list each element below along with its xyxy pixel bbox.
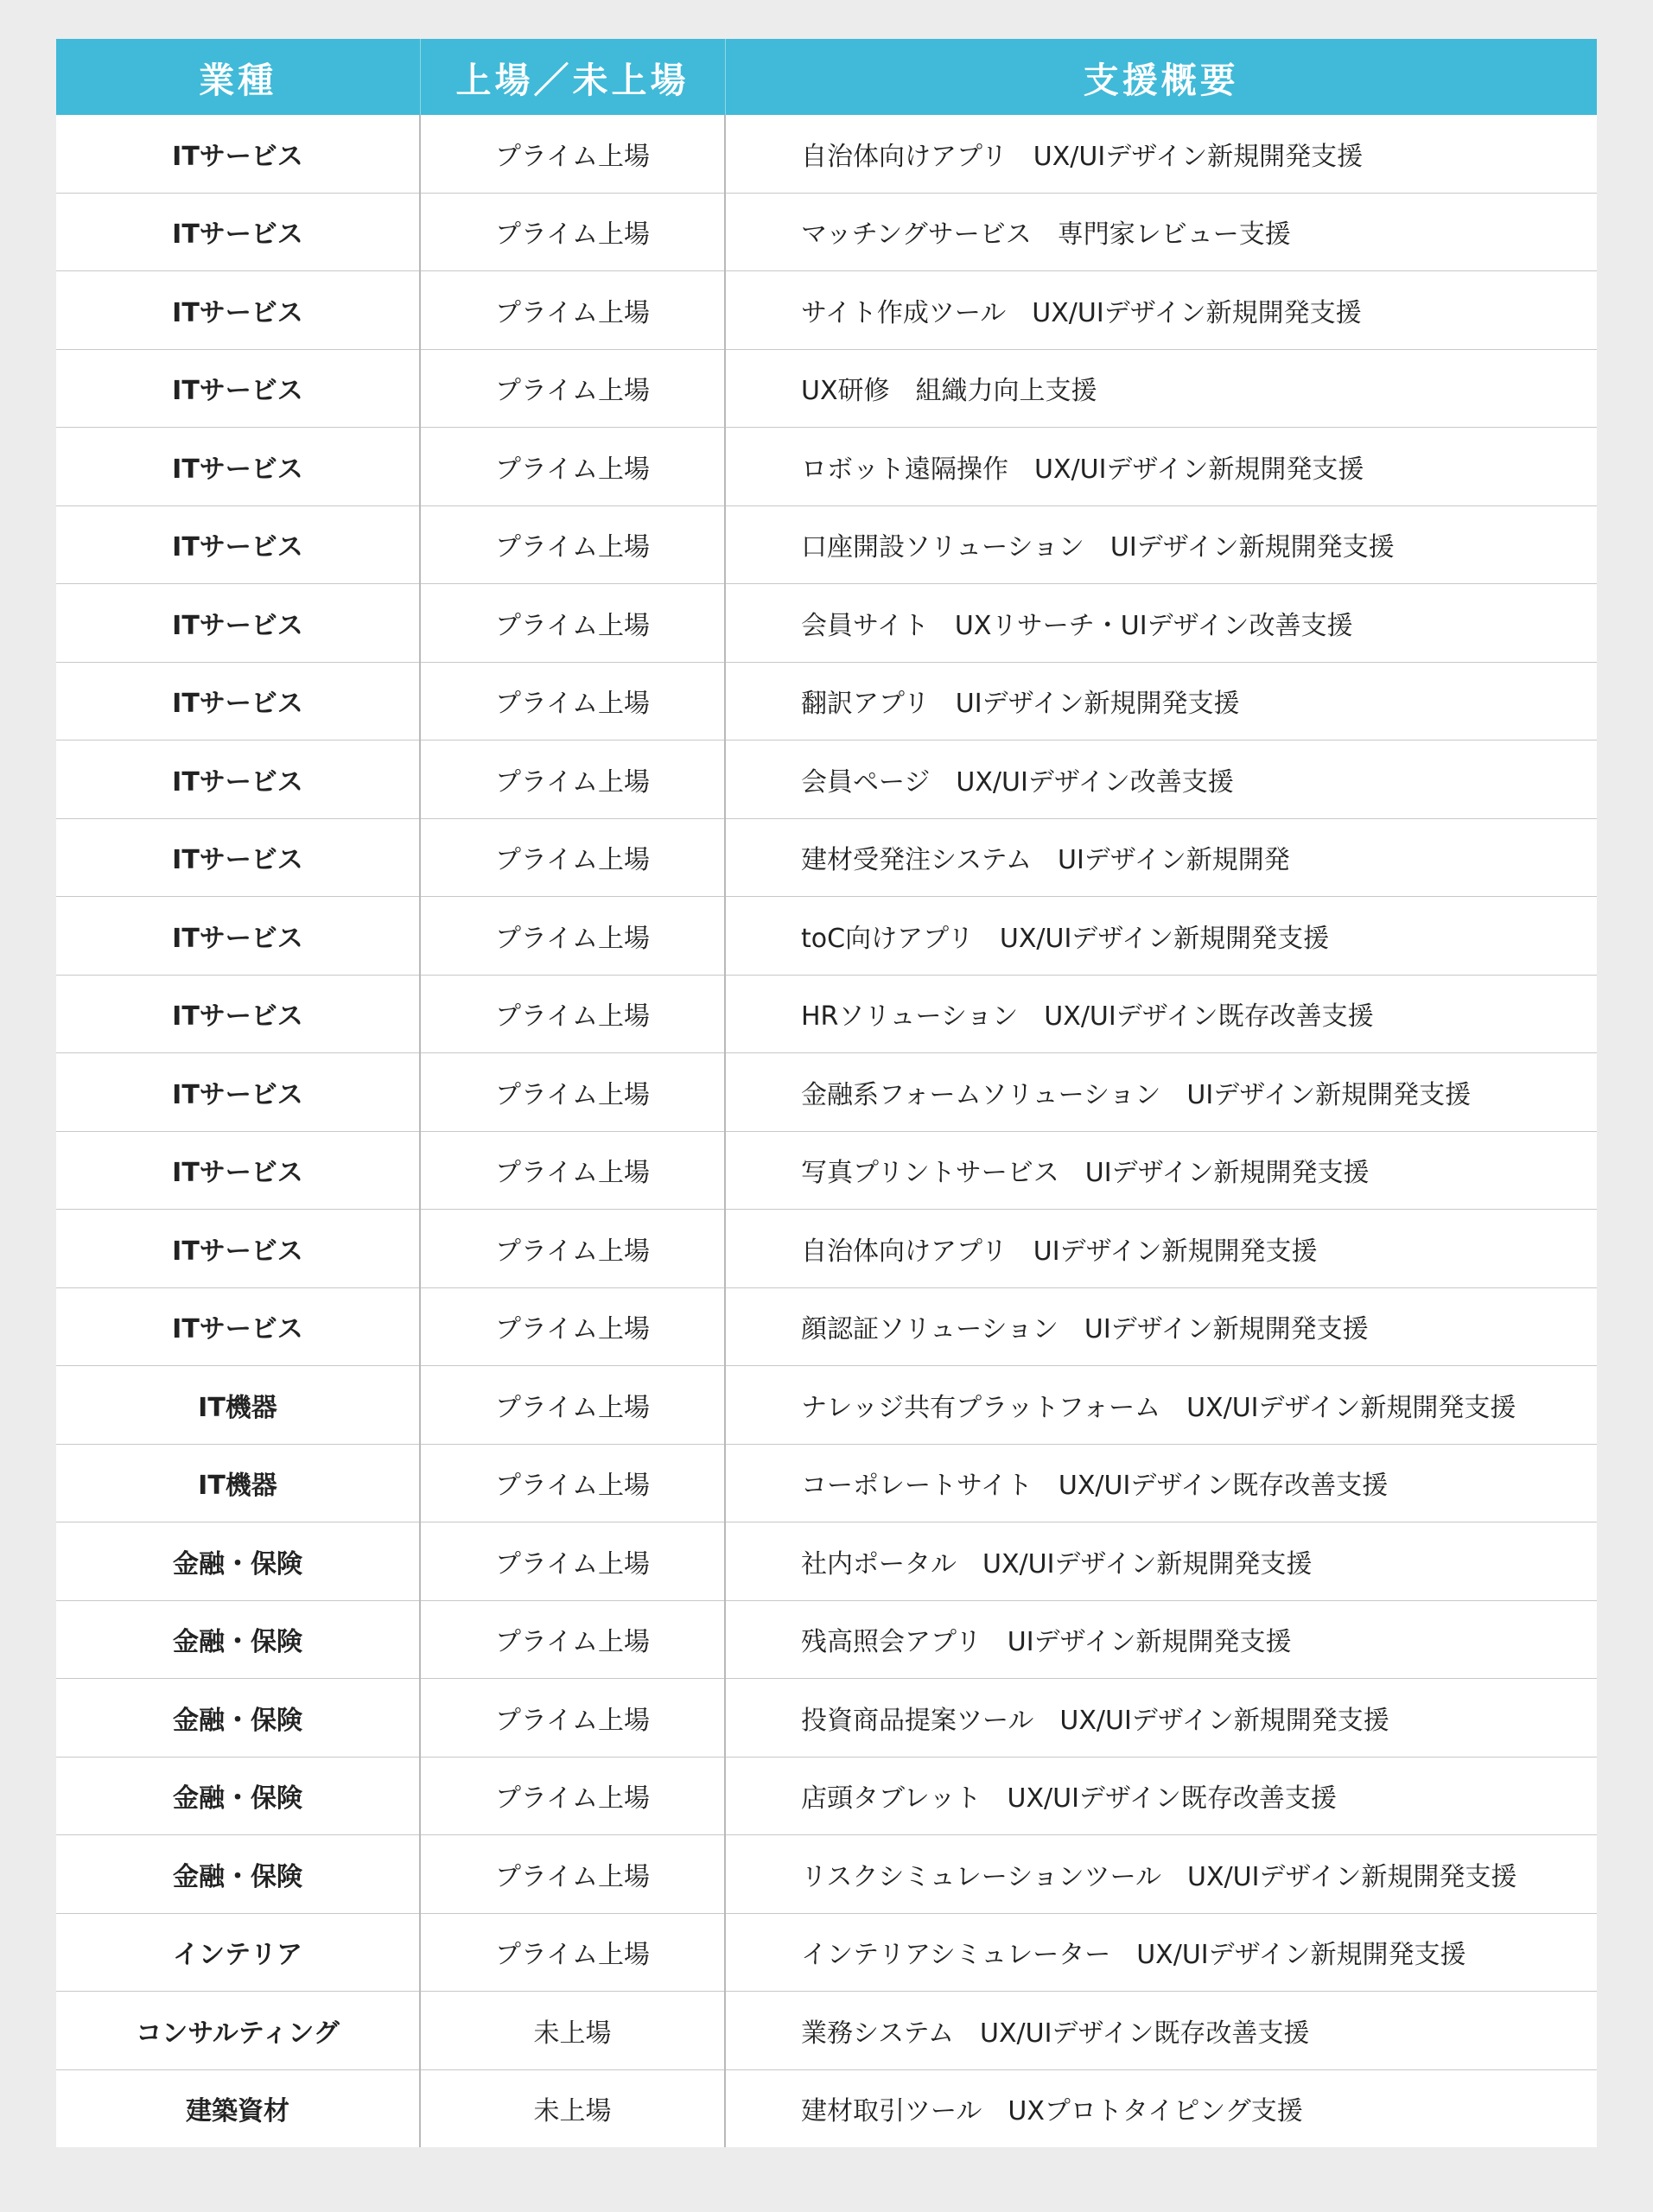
table-row: [56, 1679, 1597, 1758]
listing-status-cell: プライム上場: [420, 1757, 725, 1835]
industry-cell: ITサービス: [56, 1287, 420, 1366]
industry-cell: 金融・保険: [56, 1835, 420, 1914]
listing-status-cell: プライム上場: [420, 428, 725, 506]
support-summary-cell: 投資商品提案ツール UX/UIデザイン新規開発支援: [725, 1679, 1597, 1758]
listing-status-cell: プライム上場: [420, 271, 725, 350]
table-row: [56, 2069, 1597, 2147]
support-summary-cell: 自治体向けアプリ UIデザイン新規開発支援: [725, 1210, 1597, 1288]
table-row: [56, 662, 1597, 741]
support-summary-cell: 翻訳アプリ UIデザイン新規開発支援: [725, 662, 1597, 741]
table-row: [56, 1992, 1597, 2070]
listing-status-cell: プライム上場: [420, 1522, 725, 1601]
table-row: [56, 1835, 1597, 1914]
industry-cell: ITサービス: [56, 1131, 420, 1210]
support-summary-cell: 建材取引ツール UXプロトタイピング支援: [725, 2069, 1597, 2147]
support-summary-cell: 業務システム UX/UIデザイン既存改善支援: [725, 1992, 1597, 2070]
table-row: [56, 1913, 1597, 1992]
support-summary-cell: 金融系フォームソリューション UIデザイン新規開発支援: [725, 1053, 1597, 1132]
support-summary-cell: コーポレートサイト UX/UIデザイン既存改善支援: [725, 1444, 1597, 1522]
listing-status-cell: プライム上場: [420, 1835, 725, 1914]
support-summary-cell: インテリアシミュレーター UX/UIデザイン新規開発支援: [725, 1913, 1597, 1992]
listing-status-cell: プライム上場: [420, 897, 725, 976]
listing-status-cell: プライム上場: [420, 818, 725, 897]
industry-cell: 建築資材: [186, 2096, 289, 2127]
industry-cell: ITサービス: [56, 505, 420, 584]
listing-status-cell: プライム上場: [420, 1913, 725, 1992]
table-row: [56, 741, 1597, 819]
table-row: [56, 1444, 1597, 1522]
table-row: [56, 1522, 1597, 1601]
listing-status-cell: プライム上場: [420, 662, 725, 741]
listing-status-cell: 未上場: [420, 2069, 725, 2147]
table-row: [56, 271, 1597, 350]
listing-status-cell: 未上場: [420, 1992, 725, 2070]
industry-cell: 金融・保険: [56, 1522, 420, 1601]
header-support-summary: 支援概要: [725, 39, 1597, 115]
industry-cell: ITサービス: [56, 584, 420, 663]
listing-status-cell: プライム上場: [420, 1679, 725, 1758]
support-summary-cell: ナレッジ共有プラットフォーム UX/UIデザイン新規開発支援: [725, 1366, 1597, 1445]
support-summary-cell: リスクシミュレーションツール UX/UIデザイン新規開発支援: [725, 1835, 1597, 1914]
industry-cell: ITサービス: [56, 818, 420, 897]
industry-cell: ITサービス: [56, 1053, 420, 1132]
table-row: [56, 193, 1597, 271]
industry-cell: 金融・保険: [56, 1600, 420, 1679]
industry-cell: 金融・保険: [56, 1757, 420, 1835]
listing-status-cell: プライム上場: [420, 741, 725, 819]
support-summary-cell: サイト作成ツール UX/UIデザイン新規開発支援: [725, 271, 1597, 350]
table-row: [56, 1053, 1597, 1132]
table-row: [56, 428, 1597, 506]
support-summary-cell: 残高照会アプリ UIデザイン新規開発支援: [725, 1600, 1597, 1679]
table-row: [56, 1366, 1597, 1445]
industry-cell: ITサービス: [56, 897, 420, 976]
support-summary-cell: 会員サイト UXリサーチ・UIデザイン改善支援: [725, 584, 1597, 663]
listing-status-cell: プライム上場: [420, 1366, 725, 1445]
table-row: [56, 349, 1597, 428]
industry-cell: IT機器: [56, 1366, 420, 1445]
table-row: [56, 818, 1597, 897]
support-summary-cell: 店頭タブレット UX/UIデザイン既存改善支援: [725, 1757, 1597, 1835]
listing-status-cell: プライム上場: [420, 584, 725, 663]
industry-cell: コンサルティング: [56, 1992, 420, 2070]
industry-cell: ITサービス: [56, 349, 420, 428]
listing-status-cell: プライム上場: [420, 1600, 725, 1679]
table-row: [56, 897, 1597, 976]
table-row: [56, 1600, 1597, 1679]
support-summary-cell: 口座開設ソリューション UIデザイン新規開発支援: [725, 505, 1597, 584]
industry-cell: ITサービス: [56, 1210, 420, 1288]
support-summary-cell: 写真プリントサービス UIデザイン新規開発支援: [725, 1131, 1597, 1210]
table-row: [56, 1210, 1597, 1288]
listing-status-cell: プライム上場: [420, 1287, 725, 1366]
case-table: [56, 39, 1597, 2147]
listing-status-cell: プライム上場: [420, 1131, 725, 1210]
table-header: [56, 39, 1597, 115]
header-row: [56, 39, 1597, 115]
industry-cell: ITサービス: [56, 271, 420, 350]
listing-status-cell: プライム上場: [420, 349, 725, 428]
support-summary-cell: マッチングサービス 専門家レビュー支援: [725, 193, 1597, 271]
support-summary-cell: 会員ページ UX/UIデザイン改善支援: [725, 741, 1597, 819]
table-body: [56, 115, 1597, 2147]
industry-cell: ITサービス: [56, 193, 420, 271]
table-row: [56, 505, 1597, 584]
listing-status-cell: プライム上場: [420, 1210, 725, 1288]
listing-status-cell: プライム上場: [420, 193, 725, 271]
listing-status-cell: プライム上場: [420, 505, 725, 584]
industry-cell: インテリア: [56, 1913, 420, 1992]
support-summary-cell: ロボット遠隔操作 UX/UIデザイン新規開発支援: [725, 428, 1597, 506]
industry-cell: ITサービス: [56, 115, 420, 193]
listing-status-cell: プライム上場: [420, 1444, 725, 1522]
table-row: [56, 584, 1597, 663]
industry-cell: IT機器: [56, 1444, 420, 1522]
table-row: [56, 1757, 1597, 1835]
support-summary-cell: 建材受発注システム UIデザイン新規開発: [725, 818, 1597, 897]
header-industry: 業種: [56, 39, 420, 115]
listing-status-cell: プライム上場: [420, 975, 725, 1053]
listing-status-cell: プライム上場: [420, 1053, 725, 1132]
industry-cell: ITサービス: [56, 662, 420, 741]
table-row: [56, 115, 1597, 193]
table-row: [56, 1131, 1597, 1210]
table-row: [56, 1287, 1597, 1366]
industry-cell: ITサービス: [56, 741, 420, 819]
support-summary-cell: toC向けアプリ UX/UIデザイン新規開発支援: [725, 897, 1597, 976]
support-summary-cell: 顔認証ソリューション UIデザイン新規開発支援: [725, 1287, 1597, 1366]
support-summary-cell: UX研修 組織力向上支援: [725, 349, 1597, 428]
industry-cell: ITサービス: [56, 428, 420, 506]
support-summary-cell: HRソリューション UX/UIデザイン既存改善支援: [725, 975, 1597, 1053]
header-listing-status: 上場／未上場: [420, 39, 725, 115]
table-row: [56, 975, 1597, 1053]
support-summary-cell: 自治体向けアプリ UX/UIデザイン新規開発支援: [725, 115, 1597, 193]
listing-status-cell: プライム上場: [420, 115, 725, 193]
support-summary-cell: 社内ポータル UX/UIデザイン新規開発支援: [725, 1522, 1597, 1601]
industry-cell: ITサービス: [56, 975, 420, 1053]
industry-cell: 金融・保険: [56, 1679, 420, 1758]
